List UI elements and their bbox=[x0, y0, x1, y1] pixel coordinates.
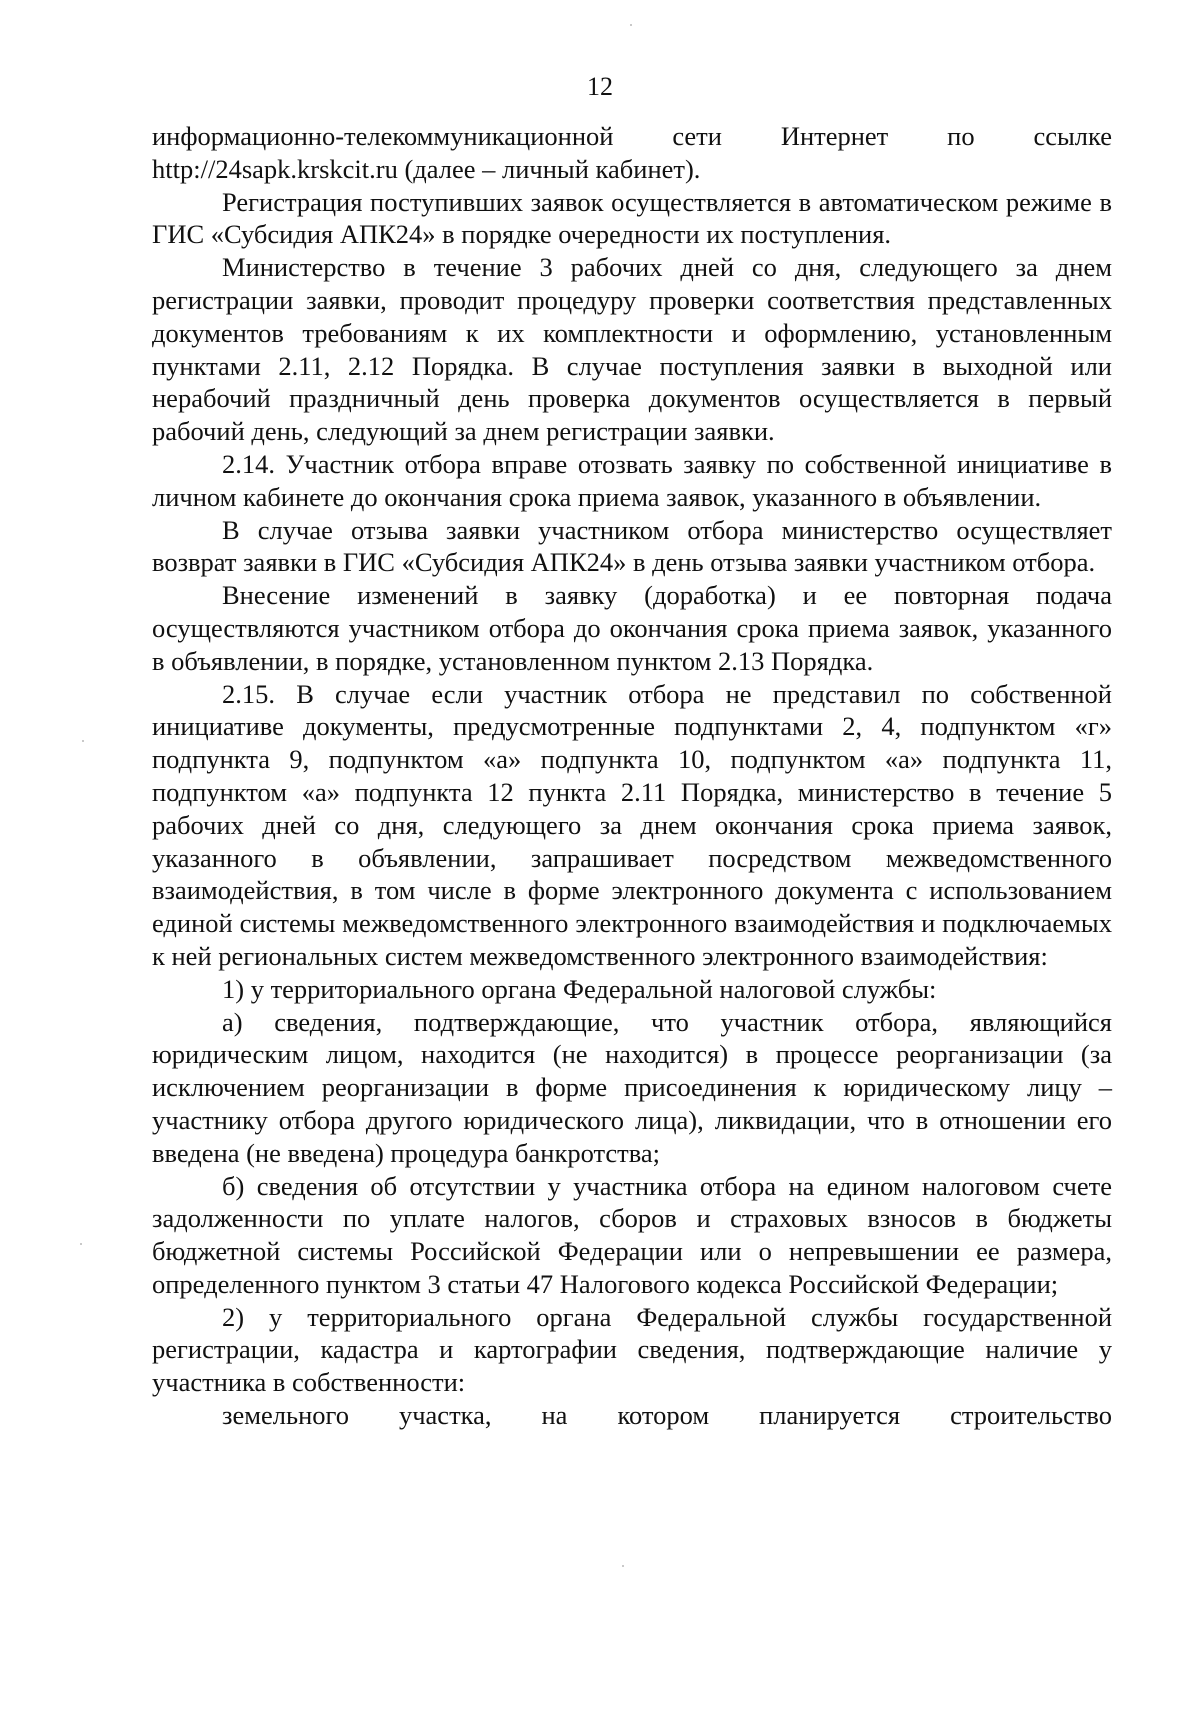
paragraph-land-plot: земельного участка, на котором планируется строительство bbox=[222, 1400, 1112, 1431]
list-item-1-b: б) сведения об отсутствии у участника отбора на едином налоговом счете задолженности по уплате налогов, сборов и страховых взносов в бюджеты бюджетной системы Российской Федерации или о непревышении ее размера, определенного пунктом 3 статьи 47 Налогового кодекса Российской Федерации; bbox=[152, 1170, 1112, 1299]
paragraph-amendments: Внесение изменений в заявку (доработка) и ее повторная подача осуществляются участником отбора до окончания срока приема заявок, указанного в объявлении, в порядке, установленном пунктом 2.13 Порядка. bbox=[152, 580, 1112, 676]
scan-speck bbox=[80, 1243, 82, 1245]
page-number: 12 bbox=[587, 72, 613, 101]
list-item-2: 2) у территориального органа Федеральной службы государственной регистрации, кадастра и картографии сведения, подтверждающие наличие у участника в собственности: bbox=[152, 1301, 1112, 1398]
paragraph-registration: Регистрация поступивших заявок осуществляется в автоматическом режиме в ГИС «Субсидия АПК24» в порядке очередности их поступления. bbox=[152, 186, 1112, 250]
paragraph-ministry-check: Министерство в течение 3 рабочих дней со дня, следующего за днем регистрации заявки, проводит процедуру проверки соответствия представленных документов требованиям к их комплектности и оформлению, установленным пунктами 2.11, 2.12 Порядка. В случае поступления заявки в выходной или нерабочий праздничный день проверка документов осуществляется в первый рабочий день, следующий за днем регистрации заявки. bbox=[152, 252, 1112, 447]
list-item-1-a: а) сведения, подтверждающие, что участник отбора, являющийся юридическим лицом, находится (не находится) в процессе реорганизации (за исключением реорганизации в форме присоединения к юридическому лицу – участнику отбора другого юридического лица), ликвидации, что в отношении его введена (не введена) процедура банкротства; bbox=[152, 1006, 1112, 1168]
scan-speck bbox=[622, 1565, 624, 1567]
scan-speck bbox=[630, 24, 632, 26]
list-item-1: 1) у территориального органа Федеральной налоговой службы: bbox=[222, 973, 937, 1004]
document-body bbox=[152, 120, 1112, 1432]
scan-speck bbox=[82, 740, 84, 742]
paragraph-2-15: 2.15. В случае если участник отбора не представил по собственной инициативе документы, предусмотренные подпунктами 2, 4, подпунктом «г» подпункта 9, подпунктом «а» подпункта 10, подпунктом «а» подпункта 11, подпунктом «а» подпункта 12 пункта 2.11 Порядка, министерство в течение 5 рабочих дней со дня, следующего за днем окончания срока приема заявок, указанного в объявлении, запрашивает посредством межведомственного взаимодействия, в том числе в форме электронного документа с использованием единой системы межведомственного электронного взаимодействия и подключаемых к ней региональных систем межведомственного электронного взаимодействия: bbox=[152, 678, 1112, 971]
paragraph-link-continuation: информационно-телекоммуникационной сети Интернет по ссылке http://24sapk.krskcit.ru (далее – личный кабинет). bbox=[152, 121, 1112, 184]
paragraph-2-14: 2.14. Участник отбора вправе отозвать заявку по собственной инициативе в личном кабинете до окончания срока приема заявок, указанного в объявлении. bbox=[152, 448, 1112, 512]
paragraph-withdrawal: В случае отзыва заявки участником отбора министерство осуществляет возврат заявки в ГИС «Субсидия АПК24» в день отзыва заявки участником отбора. bbox=[152, 514, 1112, 578]
